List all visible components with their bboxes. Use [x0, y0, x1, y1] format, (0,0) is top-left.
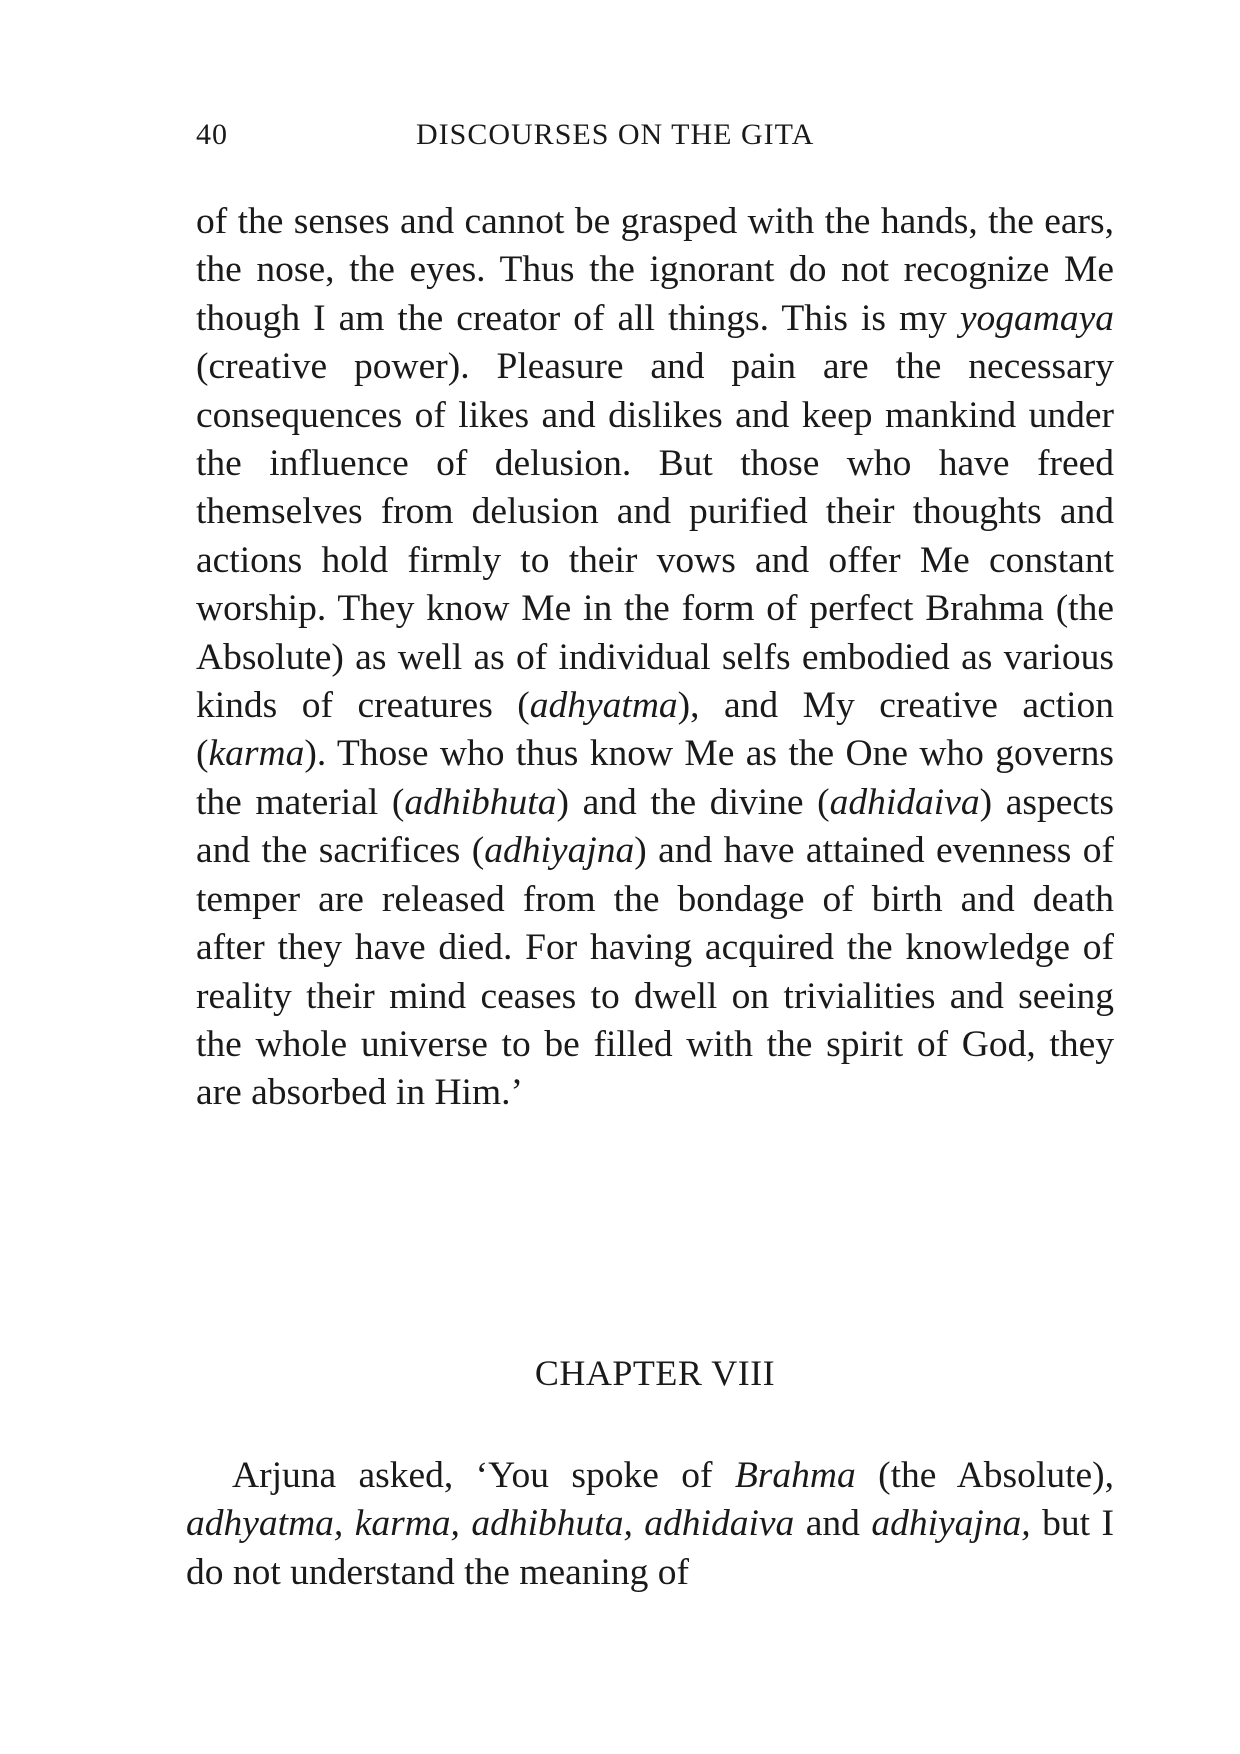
book-title: DISCOURSES ON THE GITA — [416, 118, 815, 151]
page-number: 40 — [196, 118, 228, 151]
text-run: ), and My creative action ( — [196, 685, 1114, 775]
text-run: but I do not understand the meaning of — [186, 1503, 1114, 1593]
text-run: ) aspects and the sacrifices ( — [196, 781, 1115, 872]
text-run: ) and the divine ( — [556, 781, 830, 823]
chapter-heading: CHAPTER VIII — [534, 1353, 776, 1393]
text-run: and — [794, 1503, 872, 1545]
sanskrit-term-brahma: Brahma — [734, 1455, 856, 1496]
sanskrit-term-adhidaiva: adhidaiva — [829, 781, 980, 823]
text-run: (creative power). Pleasure and pain are the necessary consequences of likes and dislikes and keep mankind under the influence of delusion. But those who have freed themselves from delusion and purified their thoughts and actions hold firmly to their vows and offer Me constant worship. They know Me in the form of perfect Brahma (the Absolute) as well as of individual selfs embodied as various kinds of creatures ( — [196, 346, 1114, 727]
sanskrit-term-karma: karma — [208, 733, 305, 775]
sanskrit-term-adhiyajna: adhiyajna, — [871, 1503, 1031, 1545]
page-body — [196, 198, 1114, 1118]
text-run: of the senses and cannot be grasped with the hands, the ears, the nose, the eyes. Thus the ignorant do not recognize Me though I am the creator of all things. This is my — [196, 201, 1114, 339]
text-run: ) and have attained evenness of temper are released from the bondage of birth and death after they have died. For having acquired the knowledge of reality their mind ceases to dwell on trivialities and seeing the whole universe to be filled with the spirit of God, they are absorbed in Him.’ — [196, 830, 1114, 1114]
sanskrit-term-adhibhuta: adhibhuta — [404, 781, 557, 823]
chapter-body — [186, 1452, 1114, 1597]
sanskrit-term-list: adhyatma, karma, adhibhuta, adhidaiva — [186, 1503, 795, 1545]
text-run: ). Those who thus know Me as the One who governs the material ( — [196, 733, 1114, 823]
text-run: (the Absolute), — [855, 1455, 1114, 1496]
sanskrit-term-adhyatma: adhyatma — [529, 685, 678, 727]
sanskrit-term-yogamaya: yogamaya — [959, 297, 1114, 339]
running-head — [196, 118, 1126, 168]
sanskrit-term-adhiyajna: adhiyajna — [484, 830, 635, 872]
text-run: Arjuna asked, ‘You spoke of — [232, 1455, 735, 1496]
chapter-paragraph — [186, 1452, 1114, 1597]
body-paragraph — [196, 198, 1114, 1118]
